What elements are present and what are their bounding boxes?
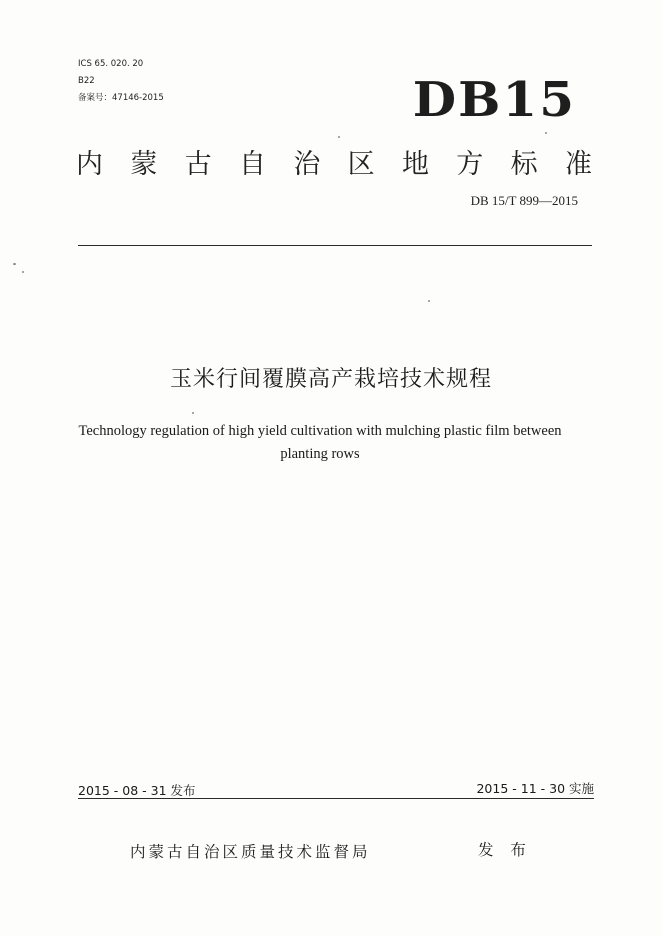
standard-type-char: 准: [564, 149, 592, 180]
standard-type-char: 自: [238, 149, 266, 180]
standard-type-char: 地: [401, 149, 429, 180]
scan-speck: [545, 132, 547, 134]
standard-type-char: 区: [347, 149, 375, 180]
issue-date: 2015 - 08 - 31 发布: [78, 783, 196, 798]
standard-type-char: 古: [184, 149, 212, 180]
standard-type-char: 蒙: [130, 149, 158, 180]
standard-type-char: 标: [510, 149, 538, 180]
document-title-english: [40, 420, 600, 466]
standard-type-title: [76, 142, 592, 181]
classification-block: [78, 56, 164, 107]
ics-code: ICS 65. 020. 20: [78, 59, 144, 69]
standard-type-char: 治: [293, 149, 321, 180]
scan-speck: [22, 271, 24, 273]
english-title-line-2: planting rows: [280, 446, 360, 462]
scan-speck: [428, 300, 430, 302]
document-title-chinese: 玉米行间覆膜高产栽培技术规程: [169, 367, 492, 392]
standard-type-char: 内: [76, 149, 103, 180]
header-divider: [78, 245, 592, 246]
scan-speck: [192, 412, 194, 414]
issuing-authority: 内蒙古自治区质量技术监督局: [130, 843, 371, 861]
standard-type-char: 方: [456, 149, 484, 180]
standard-number: DB 15/T 899—2015: [470, 193, 578, 208]
record-number: 备案号：47146-2015: [78, 93, 164, 103]
footer-divider: [78, 798, 594, 799]
class-code: B22: [78, 76, 95, 86]
implementation-date: 2015 - 11 - 30 实施: [476, 781, 594, 796]
db15-logo: DB15: [412, 71, 576, 128]
english-title-line-1: Technology regulation of high yield cultivation with mulching plastic film between: [78, 423, 562, 439]
scan-speck: [13, 263, 16, 265]
issue-label: 发 布: [478, 841, 532, 859]
scan-speck: [338, 136, 340, 138]
